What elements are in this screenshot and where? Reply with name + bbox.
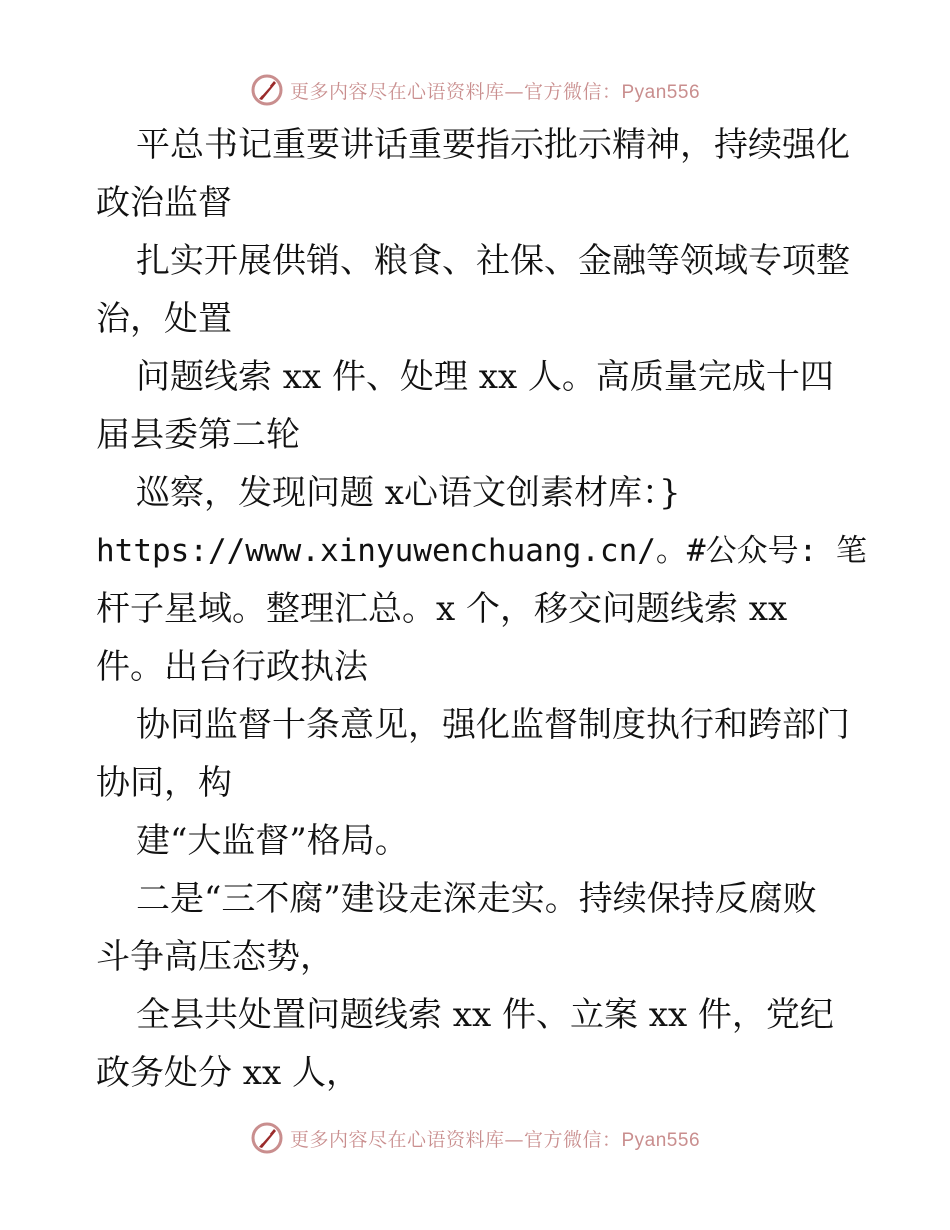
text-line-9: 杆子星域。整理汇总。x 个，移交问题线索 xx	[96, 589, 788, 629]
header-watermark-text: 更多内容尽在心语资料库—官方微信：Pyan556	[289, 80, 701, 103]
document-body	[96, 116, 867, 1102]
text-line-13: 建“大监督”格局。	[136, 821, 409, 861]
footer-watermark-text: 更多内容尽在心语资料库—官方微信：Pyan556	[289, 1128, 701, 1151]
text-line-5: 问题线索 xx 件、处理 xx 人。高质量完成十四	[136, 357, 834, 397]
text-line-7: 巡察，发现问题 x心语文创素材库：}	[136, 473, 681, 513]
text-line-12: 协同，构	[96, 763, 232, 803]
header-watermark	[0, 70, 950, 110]
text-line-3: 扎实开展供销、粮食、社保、金融等领域专项整	[136, 241, 850, 281]
text-line-2: 政治监督	[96, 183, 232, 223]
text-line-6: 届县委第二轮	[96, 415, 300, 455]
text-line-1: 平总书记重要讲话重要指示批示精神，持续强化	[136, 125, 850, 165]
text-line-8-url: https://www.xinyuwenchuang.cn/。#公众号: 笔	[96, 533, 867, 569]
text-line-4: 治，处置	[96, 299, 232, 339]
text-line-17: 政务处分 xx 人，	[96, 1053, 360, 1093]
text-line-10: 件。出台行政执法	[96, 647, 368, 687]
feather-circle-logo-icon	[250, 73, 284, 107]
text-line-15: 斗争高压态势，	[96, 937, 334, 977]
text-line-11: 协同监督十条意见，强化监督制度执行和跨部门	[136, 705, 850, 745]
feather-circle-logo-icon	[250, 1121, 284, 1155]
text-line-16: 全县共处置问题线索 xx 件、立案 xx 件，党纪	[136, 995, 834, 1035]
text-line-14: 二是“三不腐”建设走深走实。持续保持反腐败	[136, 879, 817, 919]
footer-watermark	[0, 1118, 950, 1158]
